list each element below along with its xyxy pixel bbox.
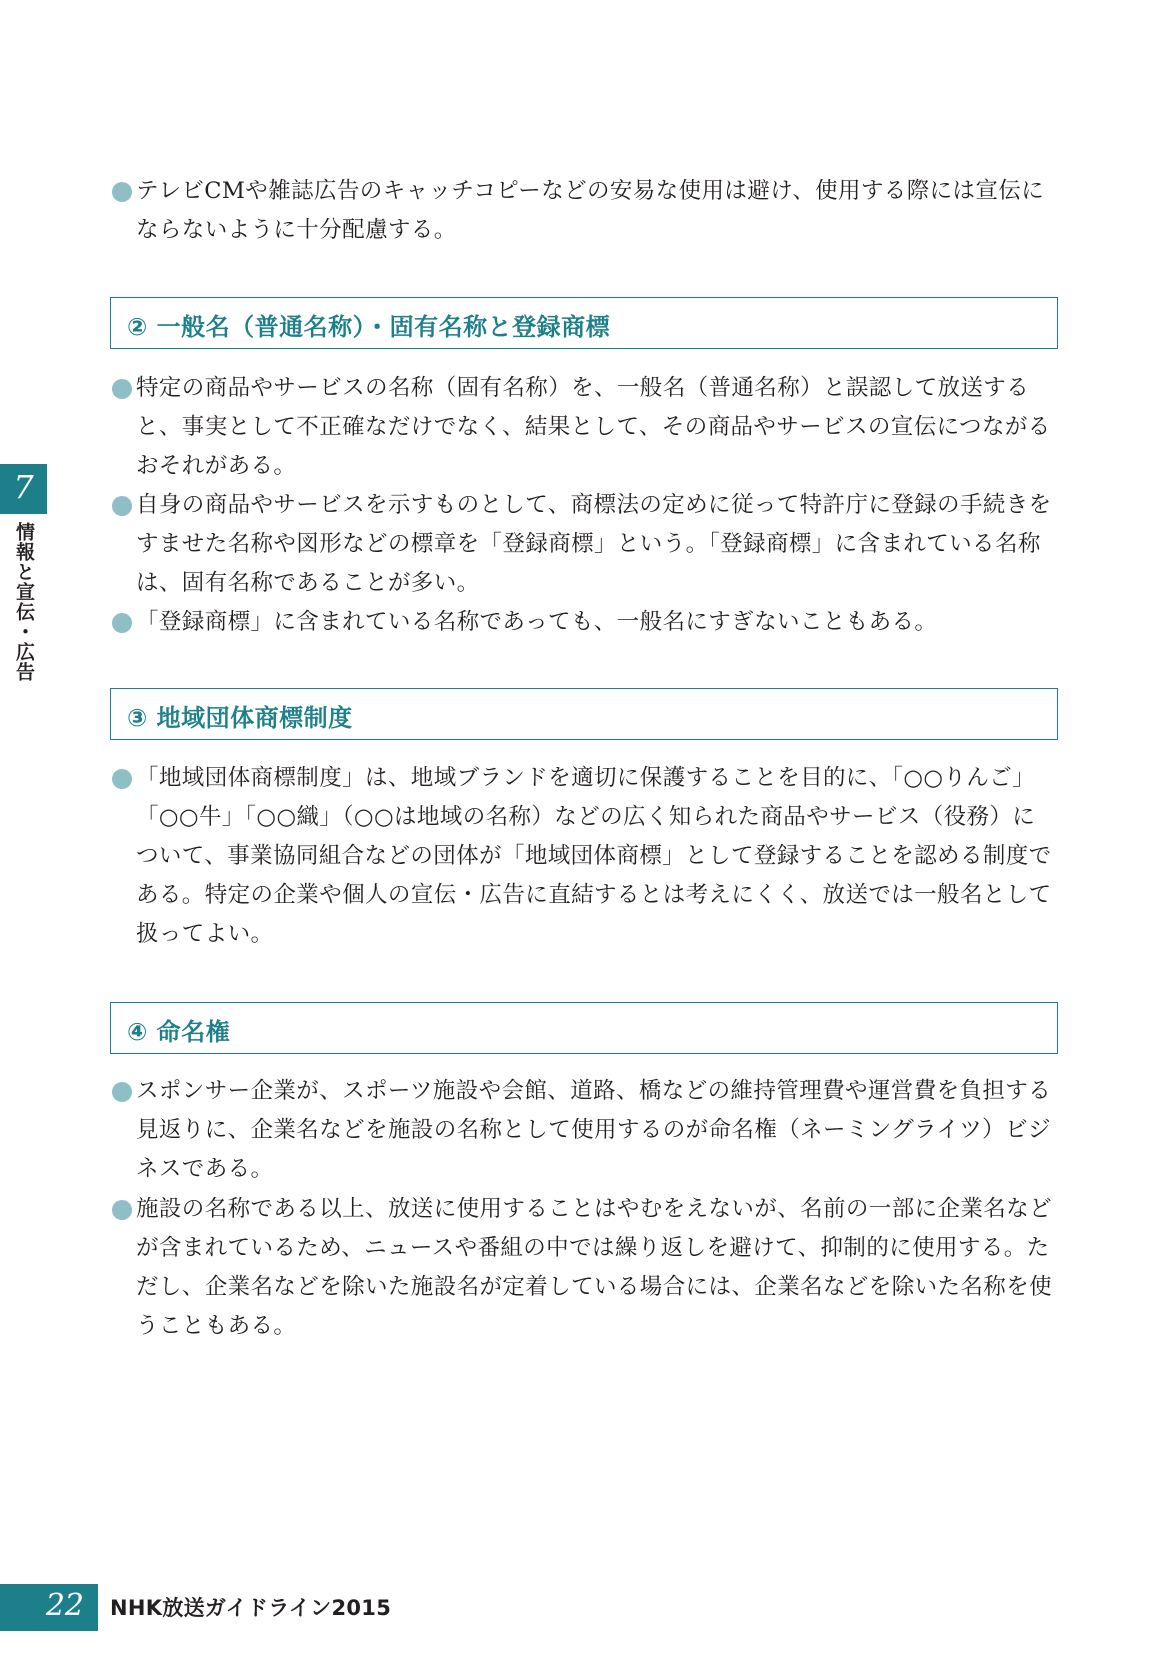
section-heading: ④ 命名権	[127, 1018, 231, 1046]
bullet-text: 自身の商品やサービスを示すものとして、商標法の定めに従って特許庁に登録の手続きをすませた名称や図形などの標章を「登録商標」という。「登録商標」に含まれている名称は、固有名称であることが多い。	[136, 492, 1052, 596]
bullet-icon	[112, 379, 132, 399]
bullet-icon	[112, 613, 132, 633]
chapter-number: 7	[13, 468, 34, 506]
bullet-icon	[112, 1082, 132, 1102]
section-heading-box	[110, 297, 1058, 349]
bullet-text: 特定の商品やサービスの名称（固有名称）を、一般名（普通名称）と誤認して放送すると、事実として不正確なだけでなく、結果として、その商品やサービスの宣伝につながるおそれがある。	[136, 375, 1051, 479]
bullet-text: テレビCMや雑誌広告のキャッチコピーなどの安易な使用は避け、使用する際には宣伝にならないように十分配慮する。	[136, 178, 1045, 243]
bullet-text: スポンサー企業が、スポーツ施設や会館、道路、橋などの維持管理費や運営費を負担する見返りに、企業名などを施設の名称として使用するのが命名権（ネーミングライツ）ビジネスである。	[136, 1078, 1052, 1182]
chapter-tab	[0, 464, 47, 514]
list-item	[112, 1072, 1052, 1189]
section-heading-box	[110, 688, 1058, 740]
chapter-label: 情報と宣伝・広告	[13, 522, 35, 682]
list-item	[112, 172, 1052, 250]
section-heading: ③ 地域団体商標制度	[127, 704, 353, 732]
bullet-icon	[112, 496, 132, 516]
footer-title: NHK放送ガイドライン2015	[110, 1596, 392, 1620]
section-heading-box	[110, 1002, 1058, 1054]
bullet-text: 「地域団体商標制度」は、地域ブランドを適切に保護することを目的に、「○○りんご」「○○牛」「○○織」（○○は地域の名称）などの広く知られた商品やサービス（役務）について、事業協同組合などの団体が「地域団体商標」として登録することを認める制度である。特定の企業や個人の宣伝・広告に直結するとは考えにくく、放送では一般名として扱ってよい。	[136, 765, 1052, 947]
list-item	[112, 486, 1052, 603]
page-number-box	[0, 1584, 98, 1631]
bullet-text: 「登録商標」に含まれている名称であっても、一般名にすぎないこともある。	[136, 609, 938, 635]
bullet-icon	[112, 1200, 132, 1220]
list-item	[112, 369, 1052, 486]
bullet-icon	[112, 182, 132, 202]
list-item	[112, 759, 1052, 954]
page-number: 22	[45, 1588, 84, 1623]
bullet-icon	[112, 769, 132, 789]
list-item	[112, 1190, 1052, 1346]
bullet-text: 施設の名称である以上、放送に使用することはやむをえないが、名前の一部に企業名などが含まれているため、ニュースや番組の中では繰り返しを避けて、抑制的に使用する。ただし、企業名などを除いた施設名が定着している場合には、企業名などを除いた名称を使うこともある。	[136, 1196, 1053, 1339]
section-heading: ② 一般名（普通名称）・固有名称と登録商標	[127, 313, 611, 341]
list-item	[112, 603, 1052, 642]
